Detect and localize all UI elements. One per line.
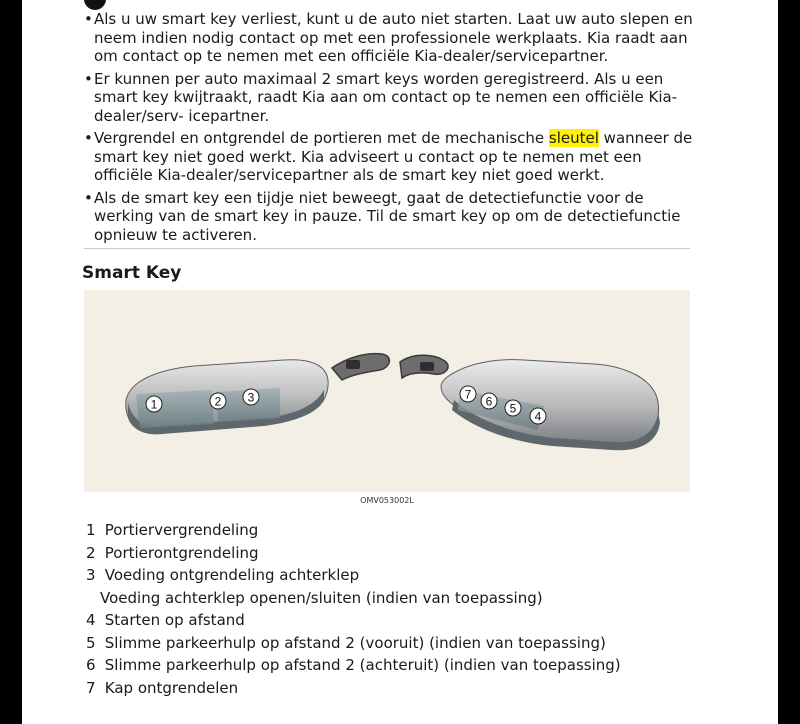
legend-label: Portiervergrendeling (104, 521, 259, 539)
legend-item-3-sub (86, 587, 726, 610)
legend-number: 2 (86, 543, 96, 562)
callout-label-1: 1 (150, 397, 158, 412)
bullet-item-1 (84, 10, 694, 66)
callout-7 (460, 386, 476, 402)
bullet-item-4 (84, 189, 694, 245)
legend-label: Slimme parkeerhulp op afstand 2 (achteruit) (indien van toepassing) (104, 656, 621, 674)
callout-1 (146, 396, 162, 412)
legend-item-3 (86, 564, 726, 587)
page-corner-marker (84, 0, 106, 10)
bullet-text-after: wanneer de smart key niet goed werkt. Kia adviseert u contact op te nemen met een officiële Kia-dealer/servicepartner als de smart key niet goed werkt. (94, 129, 693, 184)
callout-4 (530, 408, 546, 424)
legend-item-1 (86, 519, 726, 542)
callout-label-2: 2 (214, 394, 222, 409)
legend-item-7 (86, 677, 726, 700)
callout-label-5: 5 (509, 401, 517, 416)
callout-label-6: 6 (485, 394, 493, 409)
bullet-symbol: • (84, 188, 93, 207)
legend-item-5 (86, 632, 726, 655)
legend-label: Voeding ontgrendeling achterklep (104, 566, 360, 584)
legend-number: 6 (86, 656, 96, 674)
highlighted-word: sleutel (548, 129, 599, 147)
button-callouts (84, 290, 690, 492)
bullet-symbol: • (84, 10, 93, 28)
bullet-symbol: • (84, 129, 93, 147)
legend-item-6 (86, 654, 726, 677)
legend-number: 3 (86, 566, 96, 584)
legend-number: 4 (86, 611, 96, 629)
section-title: Smart Key (82, 263, 182, 283)
figure-caption: OMV053002L (360, 496, 414, 505)
legend-label: Slimme parkeerhulp op afstand 2 (vooruit) (indien van toepassing) (104, 633, 606, 652)
bullet-text-before: Vergrendel en ontgrendel de portieren met de mechanische (94, 129, 549, 147)
legend-item-2 (86, 542, 726, 565)
smart-key-figure (84, 290, 690, 492)
manual-page (22, 0, 778, 724)
callout-2 (210, 393, 226, 409)
legend-label: Starten op afstand (104, 611, 245, 629)
legend-number: 7 (86, 678, 96, 697)
callout-label-4: 4 (534, 409, 542, 424)
legend-sub-label: Voeding achterklep openen/sluiten (indien van toepassing) (100, 588, 543, 607)
callout-6 (481, 393, 497, 409)
legend-label: Kap ontgrendelen (104, 678, 239, 697)
legend-item-4 (86, 609, 726, 632)
bullet-text: Er kunnen per auto maximaal 2 smart keys worden geregistreerd. Als u een smart key kwijtraakt, raadt Kia aan om contact op te nemen een officiële Kia-dealer/serv- icepartner. (94, 69, 678, 125)
legend-number: 1 (86, 521, 96, 539)
legend-label: Portierontgrendeling (104, 543, 259, 562)
bullet-text: Als u uw smart key verliest, kunt u de auto niet starten. Laat uw auto slepen en neem indien nodig contact op met een professionele werkplaats. Kia raadt aan om contact op te nemen met een officiële Kia-dealer/servicepartner. (94, 10, 693, 65)
bullet-text: Als de smart key een tijdje niet beweegt, gaat de detectiefunctie voor de werking van de smart key in pauze. Til de smart key op om de detectiefunctie opnieuw te activeren. (94, 188, 681, 244)
bullet-symbol: • (84, 69, 93, 88)
legend-number: 5 (86, 633, 96, 652)
callout-label-3: 3 (247, 390, 255, 405)
bullet-list (84, 10, 694, 248)
button-legend (86, 519, 726, 699)
callout-label-7: 7 (464, 387, 472, 402)
bullet-item-3 (84, 129, 694, 185)
section-divider (84, 248, 690, 249)
callout-5 (505, 400, 521, 416)
bullet-item-2 (84, 70, 694, 126)
callout-3 (243, 389, 259, 405)
